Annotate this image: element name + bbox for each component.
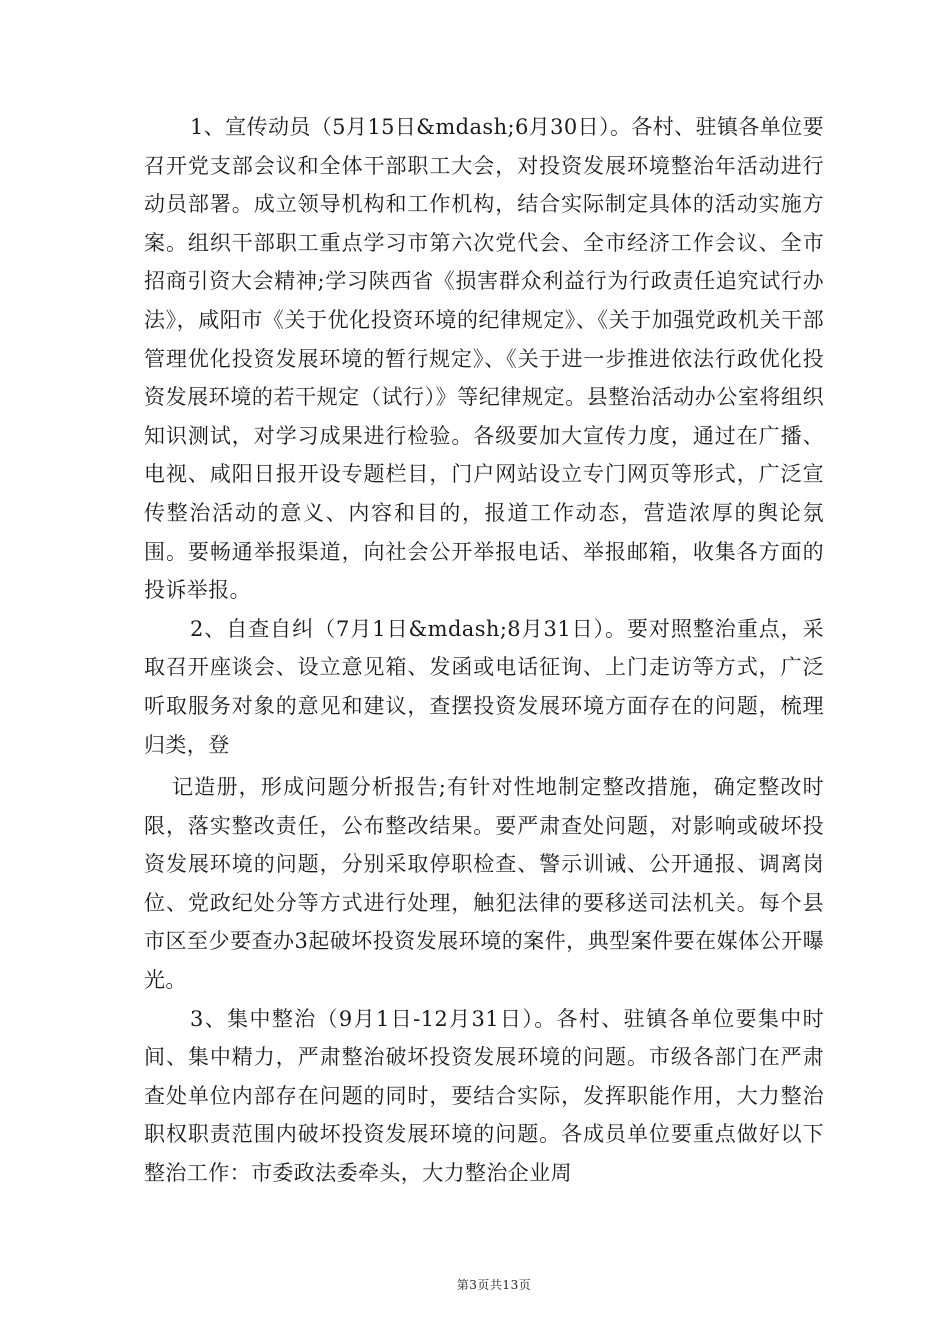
paragraph-centralized-rectification: 3、集中整治（9月1日-12月31日）。各村、驻镇各单位要集中时间、集中精力，严肃整治破坏投资发展环境的问题。市级各部门在严肃查处单位内部存在问题的同时，要结合实际，发挥职能作用，大力整治职权职责范围内破坏投资发展环境的问题。各成员单位要重点做好以下整治工作：市委政法委牵头，大力整治企业周 <box>144 1006 824 1186</box>
paragraph-self-inspection-continued: 记造册，形成问题分析报告;有针对性地制定整改措施，确定整改时限，落实整改责任，公布整改结果。要严肃查处问题，对影响或破坏投资发展环境的问题，分别采取停职检查、警示训诫、公开通报、调离岗位、党政纪处分等方式进行处理，触犯法律的要移送司法机关。每个县市区至少要查办3起破坏投资发展环境的案件，典型案件要在媒体公开曝光。 <box>144 775 824 993</box>
page-number-footer: 第3页共13页 <box>456 1278 532 1292</box>
paragraph-publicity-mobilization: 1、宣传动员（5月15日&mdash;6月30日）。各村、驻镇各单位要召开党支部会议和全体干部职工大会，对投资发展环境整治年活动进行动员部署。成立领导机构和工作机构，结合实际制定具体的活动实施方案。组织干部职工重点学习市第六次党代会、全市经济工作会议、全市招商引资大会精神;学习陕西省《损害群众利益行为行政责任追究试行办法》，咸阳市《关于优化投资环境的纪律规定》、《关于加强党政机关干部管理优化投资发展环境的暂行规定》、《关于进一步推进依法行政优化投资发展环境的若干规定（试行）》等纪律规定。县整治活动办公室将组织知识测试，对学习成果进行检验。各级要加大宣传力度，通过在广播、电视、咸阳日报开设专题栏目，门户网站设立专门网页等形式，广泛宣传整治活动的意义、内容和目的，报道工作动态，营造浓厚的舆论氛围。要畅通举报渠道，向社会公开举报电话、举报邮箱，收集各方面的投诉举报。 <box>144 115 824 603</box>
paragraph-self-inspection: 2、自查自纠（7月1日&mdash;8月31日）。要对照整治重点，采取召开座谈会、设立意见箱、发函或电话征询、上门走访等方式，广泛听取服务对象的意见和建议，查摆投资发展环境方面存在的问题，梳理归类，登 <box>144 616 824 757</box>
document-body <box>144 108 824 1193</box>
